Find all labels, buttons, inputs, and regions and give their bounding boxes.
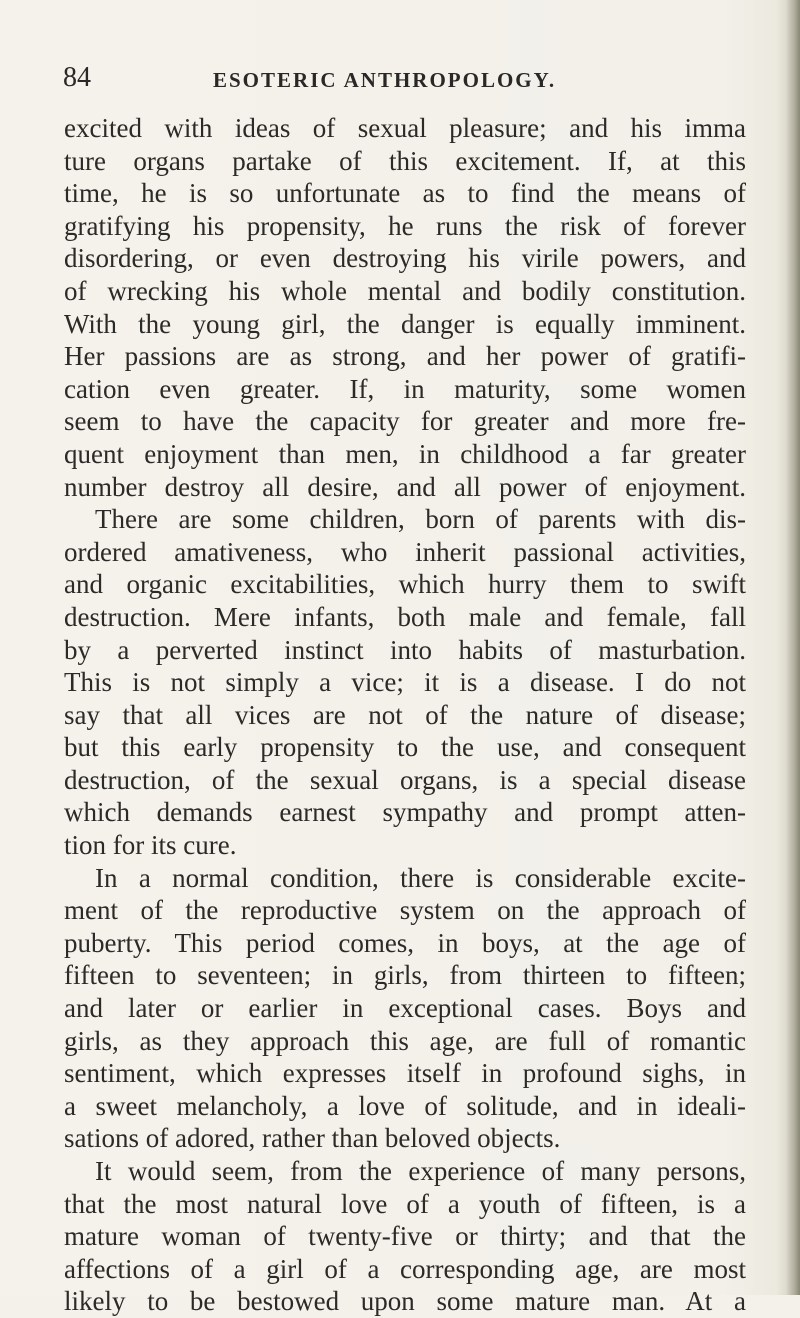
text-line: say that all vices are not of the nature of disease; [64,699,746,730]
page-number: 84 [63,62,91,93]
text-line: disordering, or even destroying his virile powers, and [64,243,746,274]
paragraph-start-line: There are some children, born of parents with dis- [95,504,746,535]
text-line: of wrecking his whole mental and bodily constitution. [64,275,746,306]
text-line: affections of a girl of a corresponding age, are most [64,1253,746,1284]
text-line: girls, as they approach this age, are full of romantic [64,1025,746,1056]
text-line: and later or earlier in exceptional cases. Boys and [64,993,746,1024]
text-line: destruction. Mere infants, both male and female, fall [64,601,746,632]
paragraph-start-line: It would seem, from the experience of many persons, [95,1156,746,1186]
text-line: sentiment, which expresses itself in profound sighs, in [64,1058,746,1089]
text-line: Her passions are as strong, and her power of gratifi- [64,341,746,372]
text-line: fifteen to seventeen; in girls, from thirteen to fifteen; [64,960,746,991]
text-line: a sweet melancholy, a love of solitude, and in ideali- [64,1090,746,1121]
text-line: ture organs partake of this excitement. If, at this [64,145,746,176]
text-line: by a perverted instinct into habits of masturbation. [64,634,746,665]
running-title: ESOTERIC ANTHROPOLOGY. [213,68,557,92]
text-line: puberty. This period comes, in boys, at the age of [64,927,746,958]
text-line: but this early propensity to the use, and consequent [64,732,746,763]
text-line: likely to be bestowed upon some mature man. At a [64,1286,746,1317]
text-line: and organic excitabilities, which hurry them to swift [64,569,746,600]
text-line: gratifying his propensity, he runs the risk of forever [64,210,746,241]
text-line: destruction, of the sexual organs, is a special disease [64,764,746,795]
text-line: excited with ideas of sexual pleasure; and his imma [64,113,746,143]
paragraph-end-line: tion for its cure. [64,830,237,861]
page-edge-shadow [786,0,800,1295]
text-line: seem to have the capacity for greater and more fre- [64,406,746,437]
text-line: mature woman of twenty-five or thirty; and that the [64,1221,746,1252]
paragraph-start-line: In a normal condition, there is considerable excite- [95,862,746,893]
text-line: which demands earnest sympathy and prompt atten- [64,797,746,828]
text-line: number destroy all desire, and all power of enjoyment. [64,471,746,502]
paragraph-end-line: sations of adored, rather than beloved objects. [64,1123,561,1154]
text-line: With the young girl, the danger is equally imminent. [64,308,746,339]
text-line: ment of the reproductive system on the approach of [64,895,746,926]
text-line: time, he is so unfortunate as to find the means of [64,178,746,209]
text-line: ordered amativeness, who inherit passional activities, [64,536,746,567]
text-line: This is not simply a vice; it is a disease. I do not [64,667,746,698]
body-text [64,112,746,1318]
text-line: that the most natural love of a youth of fifteen, is a [64,1188,746,1219]
text-line: quent enjoyment than men, in childhood a far greater [64,438,746,469]
running-head [63,62,763,102]
text-line: cation even greater. If, in maturity, some women [64,373,746,404]
